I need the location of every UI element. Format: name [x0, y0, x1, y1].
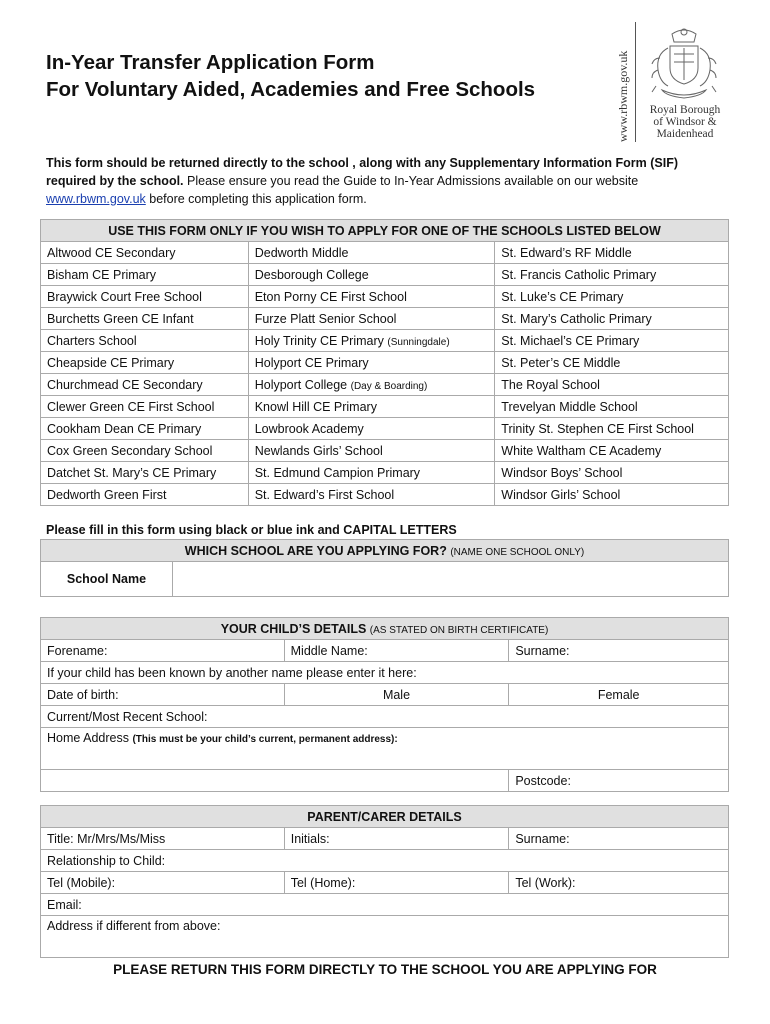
school-name: Holyport College: [254, 377, 348, 392]
logo-org-name: Royal Borough of Windsor & Maidenhead: [649, 104, 721, 140]
school-cell: [248, 264, 495, 286]
tel-mobile-field[interactable]: Tel (Mobile):: [41, 872, 285, 894]
school-name: Windsor Boys’ School: [501, 465, 623, 480]
child-header: YOUR CHILD’S DETAILS (AS STATED ON BIRTH CERTIFICATE): [41, 618, 729, 640]
school-cell: [41, 242, 249, 264]
logo-url: www.rbwm.gov.uk: [616, 50, 630, 142]
intro-paragraph: [46, 154, 726, 208]
school-cell: [495, 352, 729, 374]
school-cell: [248, 374, 495, 396]
school-row: [41, 264, 729, 286]
school-cell: [41, 374, 249, 396]
school-name: Clewer Green CE First School: [47, 399, 215, 414]
coat-of-arms-icon: [644, 24, 724, 104]
school-cell: [41, 330, 249, 352]
school-name: St. Edmund Campion Primary: [254, 465, 421, 480]
school-cell: [495, 242, 729, 264]
school-name: St. Peter’s CE Middle: [501, 355, 621, 370]
intro-text-1: Please ensure you read the Guide to In-Year Admissions available on our website: [183, 174, 639, 188]
school-name: Holy Trinity CE Primary: [254, 333, 384, 348]
school-name: Altwood CE Secondary: [47, 245, 176, 260]
child-middle-name-field[interactable]: Middle Name:: [284, 640, 509, 662]
school-row: [41, 374, 729, 396]
school-cell: [495, 286, 729, 308]
school-cell: [495, 440, 729, 462]
school-name: St. Michael’s CE Primary: [501, 333, 640, 348]
school-cell: [495, 374, 729, 396]
school-name: Lowbrook Academy: [254, 421, 364, 436]
school-name: Cookham Dean CE Primary: [47, 421, 202, 436]
child-postcode-field[interactable]: Postcode:: [509, 770, 729, 792]
school-cell: [41, 352, 249, 374]
school-name: Newlands Girls’ School: [254, 443, 383, 458]
school-cell: [495, 308, 729, 330]
school-cell: [41, 264, 249, 286]
tel-home-field[interactable]: Tel (Home):: [284, 872, 509, 894]
school-name: Desborough College: [254, 267, 369, 282]
school-name: Burchetts Green CE Infant: [47, 311, 194, 326]
school-name: Churchmead CE Secondary: [47, 377, 203, 392]
fill-instruction: Please fill in this form using black or blue ink and CAPITAL LETTERS: [46, 523, 457, 537]
school-cell: [248, 484, 495, 506]
school-cell: [41, 396, 249, 418]
school-cell: [495, 462, 729, 484]
schools-header: USE THIS FORM ONLY IF YOU WISH TO APPLY FOR ONE OF THE SCHOOLS LISTED BELOW: [41, 220, 729, 242]
school-name: St. Luke’s CE Primary: [501, 289, 624, 304]
school-cell: [495, 264, 729, 286]
school-row: [41, 308, 729, 330]
school-name: Dedworth Green First: [47, 487, 167, 502]
school-row: [41, 418, 729, 440]
school-name: Braywick Court Free School: [47, 289, 202, 304]
school-cell: [248, 462, 495, 484]
school-cell: [41, 440, 249, 462]
email-field[interactable]: Email:: [41, 894, 729, 916]
school-row: [41, 352, 729, 374]
parent-surname-field[interactable]: Surname:: [509, 828, 729, 850]
parent-address-field[interactable]: Address if different from above:: [41, 916, 729, 958]
school-name: Cox Green Secondary School: [47, 443, 213, 458]
school-name: St. Francis Catholic Primary: [501, 267, 657, 282]
school-name-label: School Name: [41, 562, 173, 597]
form-title: [46, 49, 535, 103]
school-name: White Waltham CE Academy: [501, 443, 662, 458]
child-surname-field[interactable]: Surname:: [509, 640, 729, 662]
school-cell: [248, 440, 495, 462]
school-name: Trinity St. Stephen CE First School: [501, 421, 694, 436]
parent-details-table: [40, 805, 729, 958]
tel-work-field[interactable]: Tel (Work):: [509, 872, 729, 894]
school-name: Eton Porny CE First School: [254, 289, 407, 304]
female-option[interactable]: Female: [509, 684, 729, 706]
school-name: Datchet St. Mary’s CE Primary: [47, 465, 217, 480]
school-name: Cheapside CE Primary: [47, 355, 175, 370]
school-name: Charters School: [47, 333, 137, 348]
school-row: [41, 484, 729, 506]
school-row: [41, 462, 729, 484]
school-name: Trevelyan Middle School: [501, 399, 638, 414]
school-name: Dedworth Middle: [254, 245, 349, 260]
school-note: (Day & Boarding): [350, 380, 428, 392]
school-cell: [248, 286, 495, 308]
title-line-1: In-Year Transfer Application Form: [46, 51, 375, 74]
school-cell: [41, 462, 249, 484]
school-cell: [41, 308, 249, 330]
school-row: [41, 242, 729, 264]
child-details-table: [40, 617, 729, 792]
child-home-address-field[interactable]: Home Address (This must be your child’s current, permanent address):: [41, 728, 729, 770]
child-other-name-field[interactable]: If your child has been known by another name please enter it here:: [41, 662, 729, 684]
school-name: Bisham CE Primary: [47, 267, 157, 282]
school-cell: [495, 330, 729, 352]
school-name: St. Edward’s RF Middle: [501, 245, 632, 260]
apply-header: WHICH SCHOOL ARE YOU APPLYING FOR? (NAME ONE SCHOOL ONLY): [41, 540, 729, 562]
apply-school-table: [40, 539, 729, 597]
school-cell: [248, 330, 495, 352]
school-cell: [248, 418, 495, 440]
school-name: Knowl Hill CE Primary: [254, 399, 377, 414]
school-cell: [248, 308, 495, 330]
parent-header: PARENT/CARER DETAILS: [41, 806, 729, 828]
school-name: Holyport CE Primary: [254, 355, 369, 370]
school-cell: [248, 242, 495, 264]
school-row: [41, 440, 729, 462]
school-row: [41, 330, 729, 352]
school-cell: [248, 352, 495, 374]
male-option[interactable]: Male: [284, 684, 509, 706]
school-cell: [41, 484, 249, 506]
title-line-2: For Voluntary Aided, Academies and Free Schools: [46, 78, 536, 101]
child-dob-field[interactable]: Date of birth:: [41, 684, 285, 706]
school-name: Furze Platt Senior School: [254, 311, 397, 326]
school-name: St. Edward’s First School: [254, 487, 395, 502]
school-cell: [495, 396, 729, 418]
school-cell: [248, 396, 495, 418]
return-instruction: PLEASE RETURN THIS FORM DIRECTLY TO THE SCHOOL YOU ARE APPLYING FOR: [113, 962, 657, 977]
child-current-school-field[interactable]: Current/Most Recent School:: [41, 706, 729, 728]
intro-bold: This form should be returned directly to the school , along with any Supplementary Information Form (SIF) required by the school.: [46, 156, 678, 188]
school-row: [41, 286, 729, 308]
parent-title-field[interactable]: Title: Mr/Mrs/Ms/Miss: [41, 828, 285, 850]
school-name-field[interactable]: [172, 562, 728, 597]
relationship-field[interactable]: Relationship to Child:: [41, 850, 729, 872]
child-forename-field[interactable]: Forename:: [41, 640, 285, 662]
school-cell: [41, 418, 249, 440]
school-name: The Royal School: [501, 377, 600, 392]
intro-text-2: before completing this application form.: [145, 192, 367, 206]
address-continued-field[interactable]: [41, 770, 509, 792]
school-cell: [495, 484, 729, 506]
school-row: [41, 396, 729, 418]
school-cell: [495, 418, 729, 440]
school-name: Windsor Girls’ School: [501, 487, 621, 502]
school-name: St. Mary’s Catholic Primary: [501, 311, 652, 326]
website-link[interactable]: www.rbwm.gov.uk: [46, 192, 146, 206]
schools-table: [40, 219, 729, 506]
logo-divider: [635, 22, 636, 142]
parent-initials-field[interactable]: Initials:: [284, 828, 509, 850]
school-note: (Sunningdale): [387, 336, 450, 348]
school-cell: [41, 286, 249, 308]
